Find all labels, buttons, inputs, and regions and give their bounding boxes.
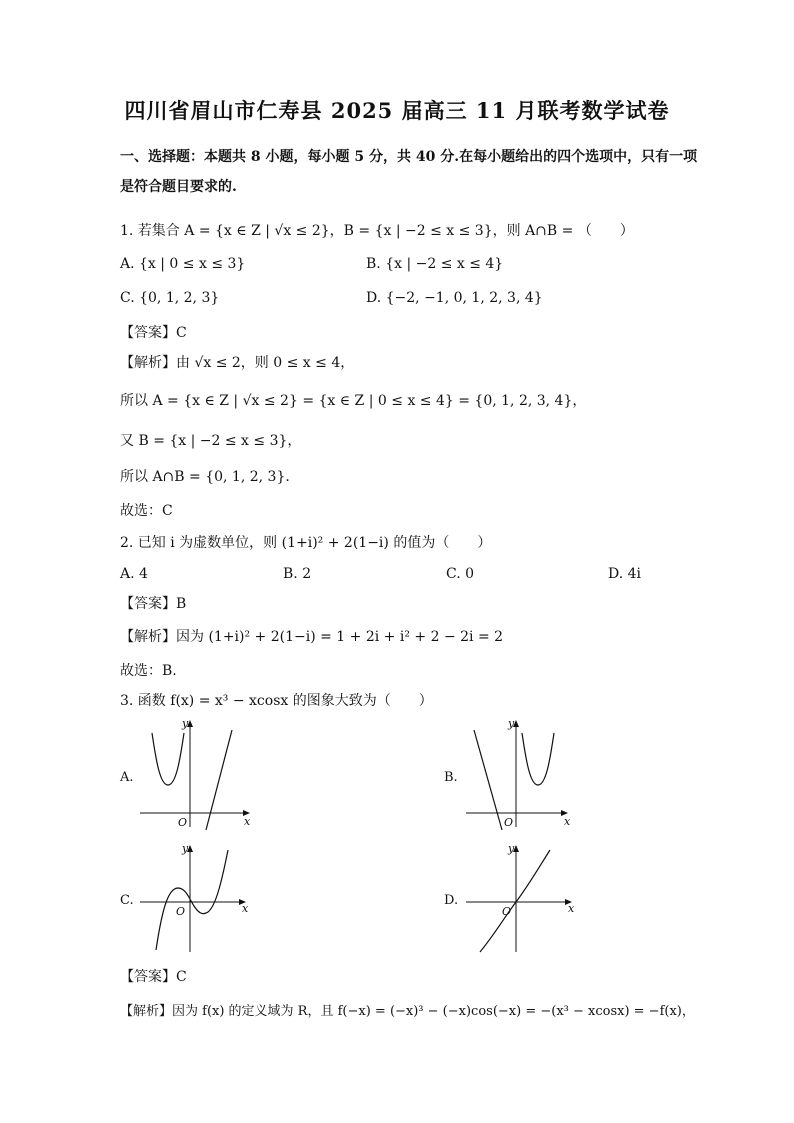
q3-graph-c-label: C.	[120, 893, 134, 908]
q1-analysis-5: 故选：C	[120, 503, 173, 519]
page-title: 四川省眉山市仁寿县 2025 届高三 11 月联考数学试卷	[124, 98, 670, 123]
y-label: y	[182, 842, 189, 855]
q2-analysis-1: 【解析】因为 (1+i)² + 2(1−i) = 1 + 2i + i² + 2 − 2i = 2	[120, 629, 504, 645]
q1-analysis-2: 所以 A = {x ∈ Z | √x ≤ 2} = {x ∈ Z | 0 ≤ x ≤ 4} = {0, 1, 2, 3, 4}，	[120, 393, 587, 409]
q3-graph-a-label: A.	[120, 770, 134, 785]
origin-label: O	[176, 905, 186, 918]
curve	[156, 850, 228, 950]
origin-label: O	[178, 816, 188, 829]
x-label: x	[568, 902, 575, 915]
q3-graph-d	[466, 840, 581, 955]
section-heading-line1: 一、选择题：本题共 8 小题，每小题 5 分，共 40 分.在每小题给出的四个选项中，只有一项	[120, 149, 698, 165]
q1-option-c: C. {0, 1, 2, 3}	[120, 290, 220, 306]
y-label: y	[508, 717, 515, 730]
q2-answer: 【答案】B	[120, 596, 187, 612]
q3-analysis-1: 【解析】因为 f(x) 的定义域为 R，且 f(−x) = (−x)³ − (−x)cos(−x) = −(x³ − xcosx) = −f(x)，	[120, 1004, 695, 1019]
q2-stem: 2. 已知 i 为虚数单位，则 (1+i)² + 2(1−i) 的值为（ ）	[120, 535, 492, 551]
q2-analysis-2: 故选：B.	[120, 663, 177, 679]
curve-right	[206, 730, 232, 830]
q3-graph-c	[140, 840, 255, 955]
y-label: y	[182, 717, 189, 730]
q3-graph-d-label: D.	[444, 893, 459, 908]
curve-left	[152, 733, 184, 785]
q1-option-b: B. {x | −2 ≤ x ≤ 4}	[366, 256, 504, 272]
curve-right	[522, 733, 554, 785]
q3-graph-b	[466, 715, 581, 830]
q2-option-c: C. 0	[446, 566, 475, 582]
q3-stem: 3. 函数 f(x) = x³ − xcosx 的图象大致为（ ）	[120, 693, 433, 709]
curve	[480, 850, 550, 952]
section-heading-line2: 是符合题目要求的.	[120, 179, 237, 195]
origin-label: O	[502, 905, 512, 918]
q1-option-d: D. {−2, −1, 0, 1, 2, 3, 4}	[366, 290, 543, 306]
origin-label: O	[504, 816, 514, 829]
q1-stem: 1. 若集合 A = {x ∈ Z | √x ≤ 2}，B = {x | −2 ≤ x ≤ 3}，则 A∩B = （ ）	[120, 223, 634, 239]
q3-answer: 【答案】C	[120, 969, 187, 985]
q2-option-b: B. 2	[283, 566, 312, 582]
q2-option-d: D. 4i	[608, 566, 642, 582]
q1-answer: 【答案】C	[120, 325, 187, 341]
q3-graph-a	[140, 715, 255, 830]
x-label: x	[244, 815, 251, 828]
q1-analysis-1: 【解析】由 √x ≤ 2，则 0 ≤ x ≤ 4，	[120, 355, 355, 371]
curve-left	[474, 730, 502, 830]
q1-analysis-4: 所以 A∩B = {0, 1, 2, 3}.	[120, 469, 290, 485]
q1-option-a: A. {x | 0 ≤ x ≤ 3}	[120, 256, 246, 272]
x-label: x	[242, 902, 249, 915]
q1-analysis-3: 又 B = {x | −2 ≤ x ≤ 3}，	[120, 433, 302, 449]
q2-option-a: A. 4	[120, 566, 148, 582]
x-label: x	[564, 815, 571, 828]
q3-graph-b-label: B.	[444, 770, 458, 785]
y-label: y	[508, 842, 515, 855]
